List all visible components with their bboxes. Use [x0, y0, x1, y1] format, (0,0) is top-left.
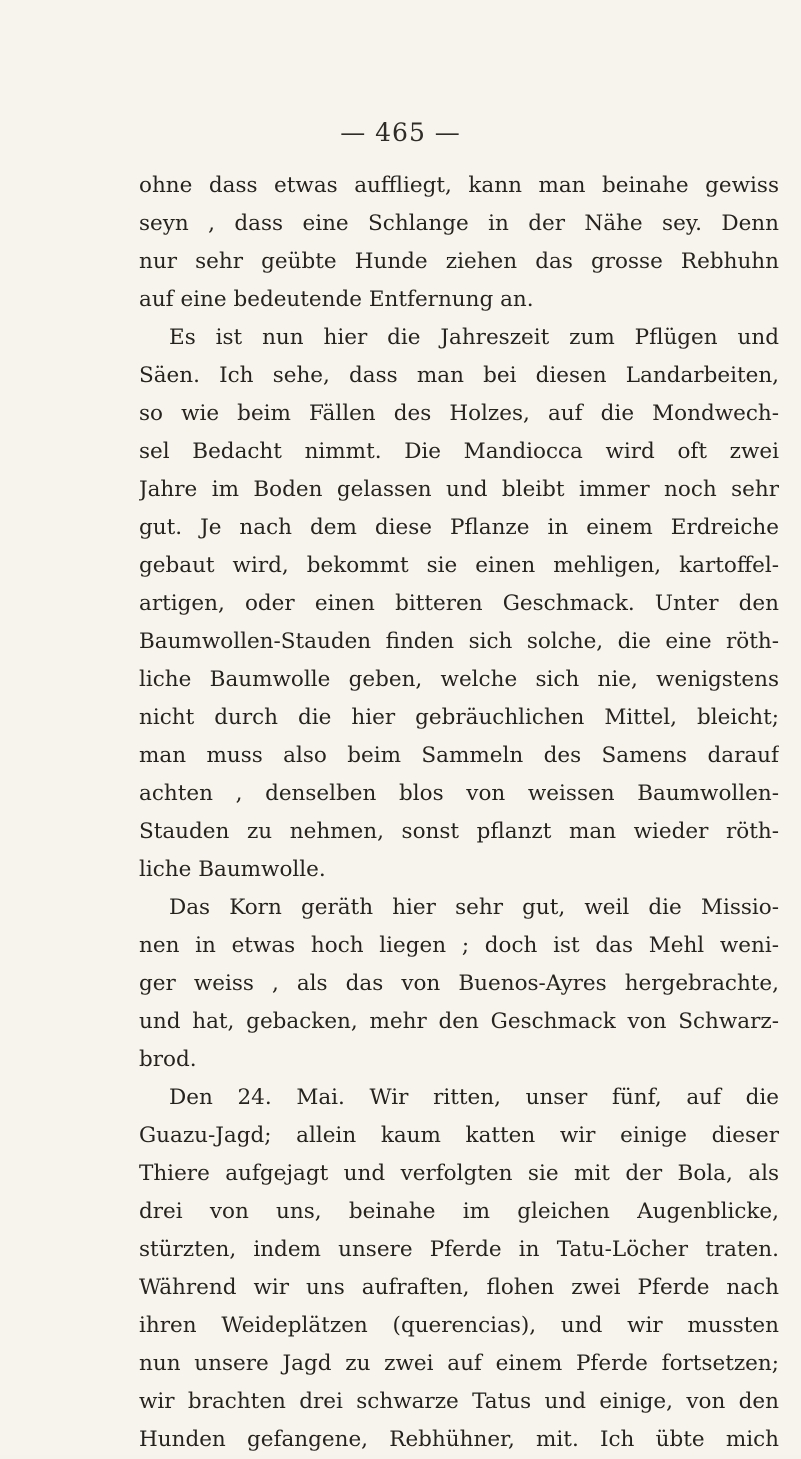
text-line: liche Baumwolle geben, welche sich nie, wenigstens	[139, 667, 779, 692]
text-line: ger weiss , als das von Buenos-Ayres hergebrachte,	[139, 971, 779, 996]
text-line: wir brachten drei schwarze Tatus und einige, von den	[139, 1389, 779, 1414]
text-line: drei von uns, beinahe im gleichen Augenblicke,	[139, 1199, 779, 1224]
text-line: brod.	[139, 1047, 197, 1072]
text-line: nicht durch die hier gebräuchlichen Mittel, bleicht;	[139, 705, 779, 730]
text-line: seyn , dass eine Schlange in der Nähe sey. Denn	[139, 211, 779, 236]
paragraph-first-line: Den 24. Mai. Wir ritten, unser fünf, auf die	[169, 1085, 779, 1110]
text-line: Stauden zu nehmen, sonst pflanzt man wieder röth-	[139, 819, 779, 844]
text-line: so wie beim Fällen des Holzes, auf die Mondwech-	[139, 401, 779, 426]
text-line: nur sehr geübte Hunde ziehen das grosse Rebhuhn	[139, 249, 779, 274]
page-number: — 465 —	[340, 118, 461, 147]
text-line: man muss also beim Sammeln des Samens darauf	[139, 743, 779, 768]
text-line: nun unsere Jagd zu zwei auf einem Pferde fortsetzen;	[139, 1351, 779, 1376]
text-line: liche Baumwolle.	[139, 857, 326, 882]
text-line: Baumwollen-Stauden finden sich solche, die eine röth-	[139, 629, 779, 654]
text-line: ihren Weideplätzen (querencias), und wir mussten	[139, 1313, 779, 1338]
text-line: stürzten, indem unsere Pferde in Tatu-Löcher traten.	[139, 1237, 779, 1262]
text-line: Jahre im Boden gelassen und bleibt immer noch sehr	[139, 477, 779, 502]
paragraph-first-line: Es ist nun hier die Jahreszeit zum Pflügen und	[169, 325, 779, 350]
text-line: artigen, oder einen bitteren Geschmack. Unter den	[139, 591, 779, 616]
paragraph-first-line: Das Korn geräth hier sehr gut, weil die Missio-	[169, 895, 779, 920]
text-line: auf eine bedeutende Entfernung an.	[139, 287, 534, 312]
text-line: sel Bedacht nimmt. Die Mandiocca wird oft zwei	[139, 439, 779, 464]
text-line: achten , denselben blos von weissen Baumwollen-	[139, 781, 779, 806]
text-line: Thiere aufgejagt und verfolgten sie mit der Bola, als	[139, 1161, 779, 1186]
text-line: ohne dass etwas auffliegt, kann man beinahe gewiss	[139, 173, 779, 198]
text-line: Säen. Ich sehe, dass man bei diesen Landarbeiten,	[139, 363, 779, 388]
text-line: Während wir uns aufraften, flohen zwei Pferde nach	[139, 1275, 779, 1300]
text-line: nen in etwas hoch liegen ; doch ist das Mehl weni-	[139, 933, 779, 958]
text-line: gebaut wird, bekommt sie einen mehligen, kartoffel-	[139, 553, 779, 578]
text-line: Hunden gefangene, Rebhühner, mit. Ich übte mich	[139, 1427, 779, 1452]
text-line: gut. Je nach dem diese Pflanze in einem Erdreiche	[139, 515, 779, 540]
text-line: Guazu-Jagd; allein kaum katten wir einige dieser	[139, 1123, 779, 1148]
text-line: und hat, gebacken, mehr den Geschmack von Schwarz-	[139, 1009, 779, 1034]
